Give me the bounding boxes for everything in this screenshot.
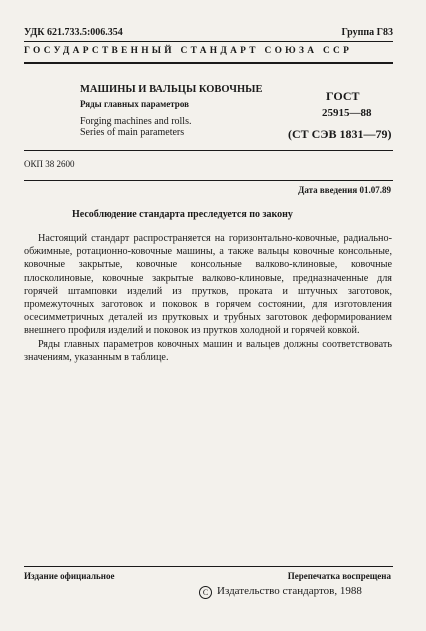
sev-number: (СТ СЭВ 1831—79) <box>288 127 392 141</box>
english-title-line2: Series of main parameters <box>80 127 185 138</box>
top-rule <box>24 41 393 42</box>
reprint-note: Перепечатка воспрещена <box>287 571 391 581</box>
document-title: МАШИНЫ И ВАЛЬЦЫ КОВОЧНЫЕ <box>80 84 263 95</box>
effective-date <box>298 185 391 195</box>
date-label: Дата введения <box>298 185 358 195</box>
legal-warning: Несоблюдение стандарта преследуется по закону <box>72 209 293 220</box>
copyright <box>199 585 362 599</box>
body-paragraph-1: Настоящий стандарт распространяется на горизонтально-ковочные, радиально-обжимные, ротационно-ковочные машины, а также вальцы ковочные консольные, ковочные закрытые, ковочные консольные валково-клиновые, ковочные плосколиновые, ковочные закрытые валково-клиновые, предназначенные для горячей штамповки изделий из прутков, проката и штучных заготовок, промежуточных заготовок и поковок в горячем состоянии, для изготовления осесимметричных деталей из прутковых и трубных заготовок деформированием внешнего профиля изделий и поковок из прутков холодной и горячей ковкой. <box>24 233 392 337</box>
udk-code: УДК 621.733.5:006.354 <box>24 27 123 38</box>
copyright-icon: C <box>199 586 212 599</box>
body-paragraph-2: Ряды главных параметров ковочных машин и вальцев должны соответствовать значениям, указанным в таблице. <box>24 338 392 363</box>
header-rule <box>24 62 393 64</box>
document-subtitle: Ряды главных параметров <box>80 99 189 109</box>
group-code: Группа Г83 <box>341 27 393 38</box>
copyright-text: Издательство стандартов, 1988 <box>217 585 362 597</box>
standard-title: ГОСУДАРСТВЕННЫЙ СТАНДАРТ СОЮЗА ССР <box>24 46 353 56</box>
edition-note: Издание официальное <box>24 571 115 581</box>
english-title <box>80 116 191 138</box>
date-rule <box>24 180 393 181</box>
title-rule <box>24 150 393 151</box>
footer-rule <box>24 566 393 567</box>
body-text <box>24 232 392 364</box>
okp-code: ОКП 38 2600 <box>24 159 75 169</box>
english-title-line1: Forging machines and rolls. <box>80 116 192 127</box>
date-value: 01.07.89 <box>359 185 391 195</box>
gost-number: 25915—88 <box>322 107 372 119</box>
gost-label: ГОСТ <box>326 89 360 103</box>
